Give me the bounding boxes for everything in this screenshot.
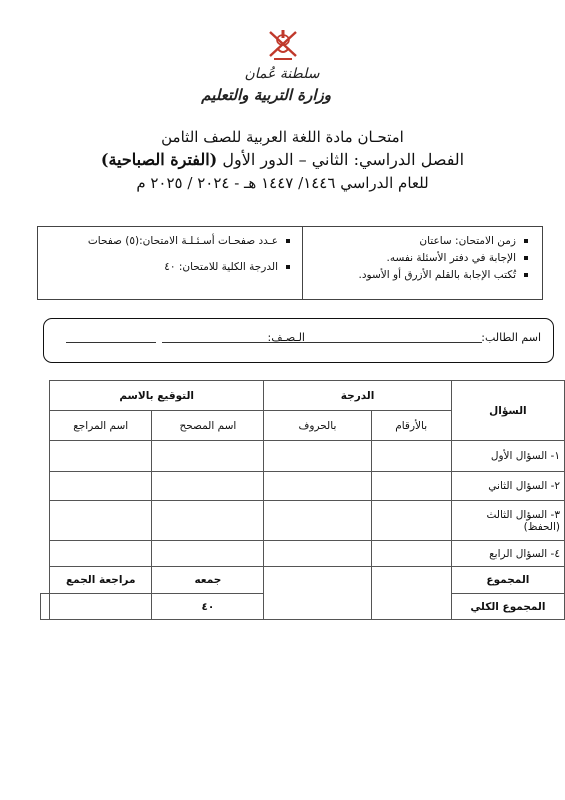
question-label: ٤- السؤال الرابع	[451, 541, 564, 567]
grade-digits-cell[interactable]	[371, 541, 451, 567]
instruction-item	[419, 235, 528, 247]
corrector-cell[interactable]	[152, 441, 264, 472]
instruction-text: عـدد صفحـات أسـئـلـة الامتحان:(٥) صفحات	[87, 235, 278, 247]
grade-digits-cell[interactable]	[371, 472, 451, 501]
letters-header: بالحروف	[264, 411, 371, 441]
question-label: ٣- السؤال الثالث (الحفظ)	[451, 501, 564, 541]
bullet-icon	[286, 265, 290, 269]
total-digits-cell[interactable]	[371, 567, 451, 620]
exam-semester	[0, 150, 565, 169]
bullet-icon	[524, 273, 528, 277]
question-label: ٢- السؤال الثاني	[451, 472, 564, 501]
summer-signature-cell[interactable]	[50, 594, 152, 620]
table-row	[41, 541, 565, 567]
logo-country-text: سلطنة عُمان	[244, 66, 320, 82]
logo-ministry-text: وزارة التربية والتعليم	[201, 86, 331, 104]
instruction-item	[88, 235, 290, 247]
grade-letters-cell[interactable]	[264, 472, 371, 501]
table-row	[41, 501, 565, 541]
grand-total-value: ٤٠	[152, 594, 264, 620]
instruction-text: زمن الامتحان: ساعتان	[419, 235, 516, 247]
sum-review-label: مراجعة الجمع	[50, 567, 152, 594]
student-name-field[interactable]	[304, 341, 482, 343]
reviewer-cell[interactable]	[50, 472, 152, 501]
instruction-text: الدرجة الكلية للامتحان: ٤٠	[164, 261, 278, 273]
question-label: ١- السؤال الأول	[451, 441, 564, 472]
grade-letters-cell[interactable]	[264, 541, 371, 567]
reviewer-cell[interactable]	[50, 541, 152, 567]
instruction-text: الإجابة في دفتر الأسئلة نفسه.	[386, 252, 516, 264]
total-row	[41, 567, 565, 594]
reviewer-header: اسم المراجع	[50, 411, 152, 441]
bullet-icon	[524, 239, 528, 243]
sum-review-signature-cell[interactable]	[41, 594, 50, 620]
corrector-cell[interactable]	[152, 541, 264, 567]
total-label: المجموع	[451, 567, 564, 594]
exam-title: امتحـان مادة اللغة العربية للصف الثامن	[161, 128, 404, 146]
instructions-divider	[302, 227, 303, 299]
table-row	[41, 441, 565, 472]
grade-letters-cell[interactable]	[264, 501, 371, 541]
grade-digits-cell[interactable]	[371, 441, 451, 472]
student-name-label: اسم الطالب:	[481, 331, 541, 344]
bullet-icon	[524, 256, 528, 260]
digits-header: بالأرقام	[371, 411, 451, 441]
instruction-text: تُكتب الإجابة بالقلم الأزرق أو الأسود.	[358, 269, 516, 281]
signature-header: التوقيع بالاسم	[50, 381, 264, 411]
bullet-icon	[286, 239, 290, 243]
semester-text: الفصل الدراسي: الثاني – الدور الأول	[217, 150, 465, 169]
total-letters-cell[interactable]	[264, 567, 371, 620]
grades-table	[40, 380, 565, 620]
instruction-item	[359, 269, 528, 281]
instructions-box	[37, 226, 543, 300]
table-row	[41, 472, 565, 501]
oman-emblem-icon	[266, 26, 300, 62]
question-header: السؤال	[451, 381, 564, 441]
grand-total-label: المجموع الكلي	[451, 594, 564, 620]
exam-year: للعام الدراسي ١٤٤٦/ ١٤٤٧ هـ - ٢٠٢٤ / ٢٠٢٥ م	[136, 174, 429, 192]
class-field-left[interactable]	[162, 341, 306, 343]
grade-digits-cell[interactable]	[371, 501, 451, 541]
class-label: الـصـف:	[267, 331, 305, 344]
instruction-item	[387, 252, 528, 264]
reviewer-cell[interactable]	[50, 501, 152, 541]
corrector-cell[interactable]	[152, 501, 264, 541]
ministry-logo	[201, 26, 331, 114]
instruction-item	[164, 261, 290, 273]
corrector-cell[interactable]	[152, 472, 264, 501]
grade-letters-cell[interactable]	[264, 441, 371, 472]
grade-header: الدرجة	[264, 381, 451, 411]
summer-label: جمعه	[152, 567, 264, 594]
student-info-box	[43, 318, 554, 363]
class-field-right[interactable]	[66, 341, 156, 343]
corrector-header: اسم المصحح	[152, 411, 264, 441]
session-text: (الفترة الصباحية)	[100, 150, 218, 169]
reviewer-cell[interactable]	[50, 441, 152, 472]
